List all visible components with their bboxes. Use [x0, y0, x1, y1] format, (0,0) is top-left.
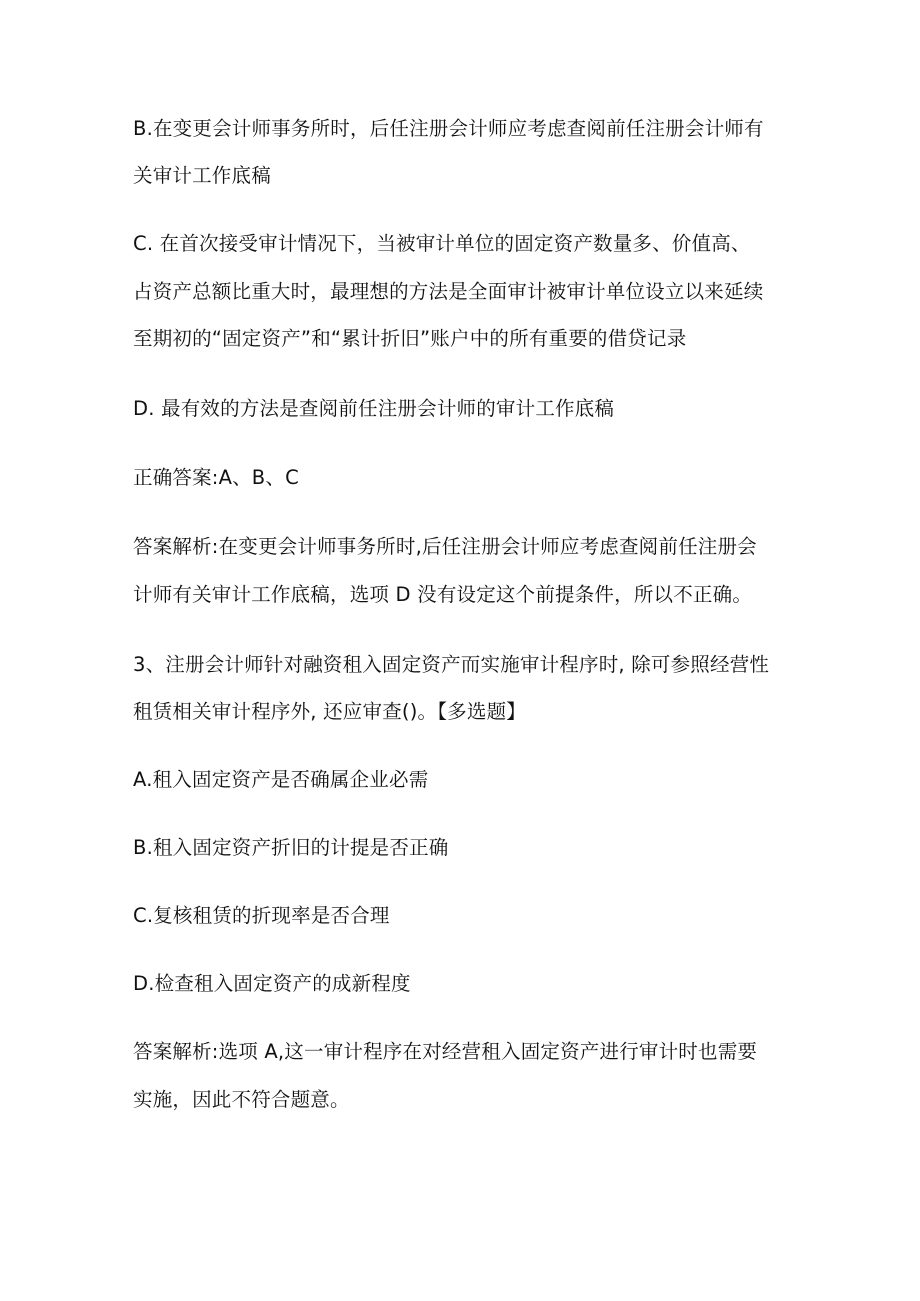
q3-analysis-line-2: 实施，因此不符合题意。: [133, 1088, 350, 1111]
q3-option-c: C.复核租赁的折现率是否合理: [133, 904, 390, 927]
option-b-line-1: B.在变更会计师事务所时，后任注册会计师应考虑查阅前任注册会计师有: [133, 117, 764, 140]
question-3-line-1: 3、注册会计师针对融资租入固定资产而实施审计程序时, 除可参照经营性: [133, 653, 770, 676]
option-c-line-1: C. 在首次接受审计情况下，当被审计单位的固定资产数量多、价值高、: [133, 232, 751, 255]
option-b-line-2: 关审计工作底稿: [133, 164, 271, 187]
option-c-line-2: 占资产总额比重大时，最理想的方法是全面审计被审计单位设立以来延续: [133, 280, 764, 303]
q3-option-b: B.租入固定资产折旧的计提是否正确: [133, 836, 449, 859]
q3-option-a: A.租入固定资产是否确属企业必需: [133, 768, 429, 791]
analysis-line-2: 计师有关审计工作底稿，选项 D 没有设定这个前提条件，所以不正确。: [133, 583, 753, 606]
analysis-line-1: 答案解析:在变更会计师事务所时,后任注册会计师应考虑查阅前任注册会: [133, 535, 757, 558]
q3-option-d: D.检查租入固定资产的成新程度: [133, 972, 411, 995]
option-c-line-3: 至期初的“固定资产”和“累计折旧”账户中的所有重要的借贷记录: [133, 327, 687, 350]
q3-analysis-line-1: 答案解析:选项 A,这一审计程序在对经营租入固定资产进行审计时也需要: [133, 1040, 758, 1063]
question-3-line-2: 租赁相关审计程序外, 还应审查()。【多选题】: [133, 700, 526, 723]
option-d-line: D. 最有效的方法是查阅前任注册会计师的审计工作底稿: [133, 397, 615, 420]
correct-answer: 正确答案:A、B、C: [133, 466, 299, 489]
